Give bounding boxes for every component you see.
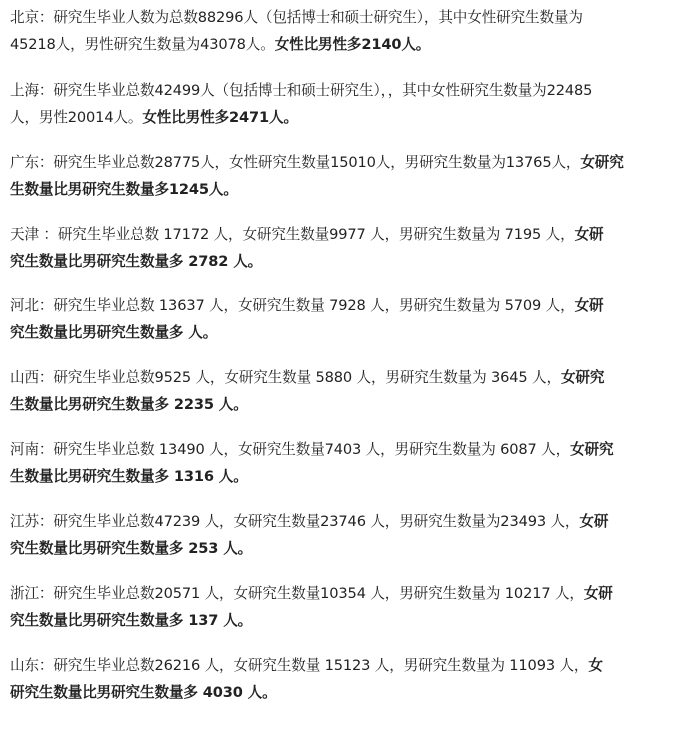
bold-text: 女: [588, 657, 603, 674]
line-text: 江苏：研究生毕业总数47239 人，女研究生数量23746 人，男研究生数量为23493 人，: [10, 513, 580, 530]
line-text: 山西：研究生毕业总数9525 人，女研究生数量 5880 人，男研究生数量为 3645 人，: [10, 369, 561, 386]
line-text: 上海：研究生毕业总数42499人（包括博士和硕士研究生），，其中女性研究生数量为22485: [10, 82, 593, 99]
text-line: [10, 391, 672, 418]
text-line: [10, 149, 672, 176]
paragraph-jiangsu: [10, 508, 672, 562]
line-text: 45218人，男性研究生数量为43078人。: [10, 36, 275, 53]
text-line: [10, 292, 672, 319]
bold-text: 生数量比男研究生数量多1245人。: [10, 181, 238, 198]
line-text: 人，男性20014人。: [10, 109, 143, 126]
text-line: [10, 607, 672, 634]
bold-text: 女研: [574, 297, 604, 314]
bold-text: 生数量比男研究生数量多 2235 人。: [10, 396, 248, 413]
bold-text: 女研究: [570, 441, 614, 458]
bold-text: 女研: [583, 585, 613, 602]
bold-text: 女研: [574, 226, 604, 243]
text-line: [10, 221, 672, 248]
bold-text: 女性比男性多2471人。: [142, 109, 298, 126]
text-line: [10, 4, 672, 31]
text-line: [10, 104, 672, 131]
bold-text: 女性比男性多2140人。: [274, 36, 431, 53]
paragraph-beijing: [10, 4, 672, 58]
paragraph-shanghai: [10, 77, 672, 131]
bold-text: 究生数量比男研究生数量多 2782 人。: [10, 253, 263, 270]
text-line: [10, 679, 672, 706]
bold-text: 生数量比男研究生数量多 1316 人。: [10, 468, 248, 485]
text-line: [10, 364, 672, 391]
line-text: 广东：研究生毕业总数28775人，女性研究生数量15010人，男研究生数量为13765人，: [10, 154, 581, 171]
paragraph-guangdong: [10, 149, 672, 203]
bold-text: 女研: [579, 513, 609, 530]
bold-text: 女研究: [580, 154, 624, 171]
text-line: [10, 319, 672, 346]
paragraph-shanxi: [10, 364, 672, 418]
bold-text: 研究生数量比男研究生数量多 4030 人。: [10, 684, 277, 701]
bold-text: 究生数量比男研究生数量多 137 人。: [10, 612, 253, 629]
line-text: 山东：研究生毕业总数26216 人，女研究生数量 15123 人，男研究生数量为 11093 人，: [10, 657, 589, 674]
line-text: 北京：研究生毕业人数为总数88296人（包括博士和硕士研究生），其中女性研究生数量为: [10, 9, 583, 26]
bold-text: 究生数量比男研究生数量多 253 人。: [10, 540, 253, 557]
text-line: [10, 535, 672, 562]
text-line: [10, 652, 672, 679]
line-text: 天津 ：研究生毕业总数 17172 人，女研究生数量9977 人，男研究生数量为 7195 人，: [10, 226, 575, 243]
line-text: 浙江：研究生毕业总数20571 人，女研究生数量10354 人，男研究生数量为 10217 人，: [10, 585, 584, 602]
text-line: [10, 436, 672, 463]
text-line: [10, 31, 672, 58]
paragraph-henan: [10, 436, 672, 490]
text-line: [10, 176, 672, 203]
paragraph-hebei: [10, 292, 672, 346]
text-line: [10, 463, 672, 490]
paragraph-tianjin: [10, 221, 672, 275]
text-line: [10, 508, 672, 535]
text-line: [10, 248, 672, 275]
bold-text: 女研究: [560, 369, 605, 386]
paragraph-shandong: [10, 652, 672, 706]
paragraph-zhejiang: [10, 580, 672, 634]
line-text: 河北：研究生毕业总数 13637 人，女研究生数量 7928 人，男研究生数量为 5709 人，: [10, 297, 575, 314]
text-line: [10, 77, 672, 104]
text-line: [10, 580, 672, 607]
bold-text: 究生数量比男研究生数量多 人。: [10, 324, 218, 341]
line-text: 河南：研究生毕业总数 13490 人，女研究生数量7403 人，男研究生数量为 6087 人，: [10, 441, 571, 458]
